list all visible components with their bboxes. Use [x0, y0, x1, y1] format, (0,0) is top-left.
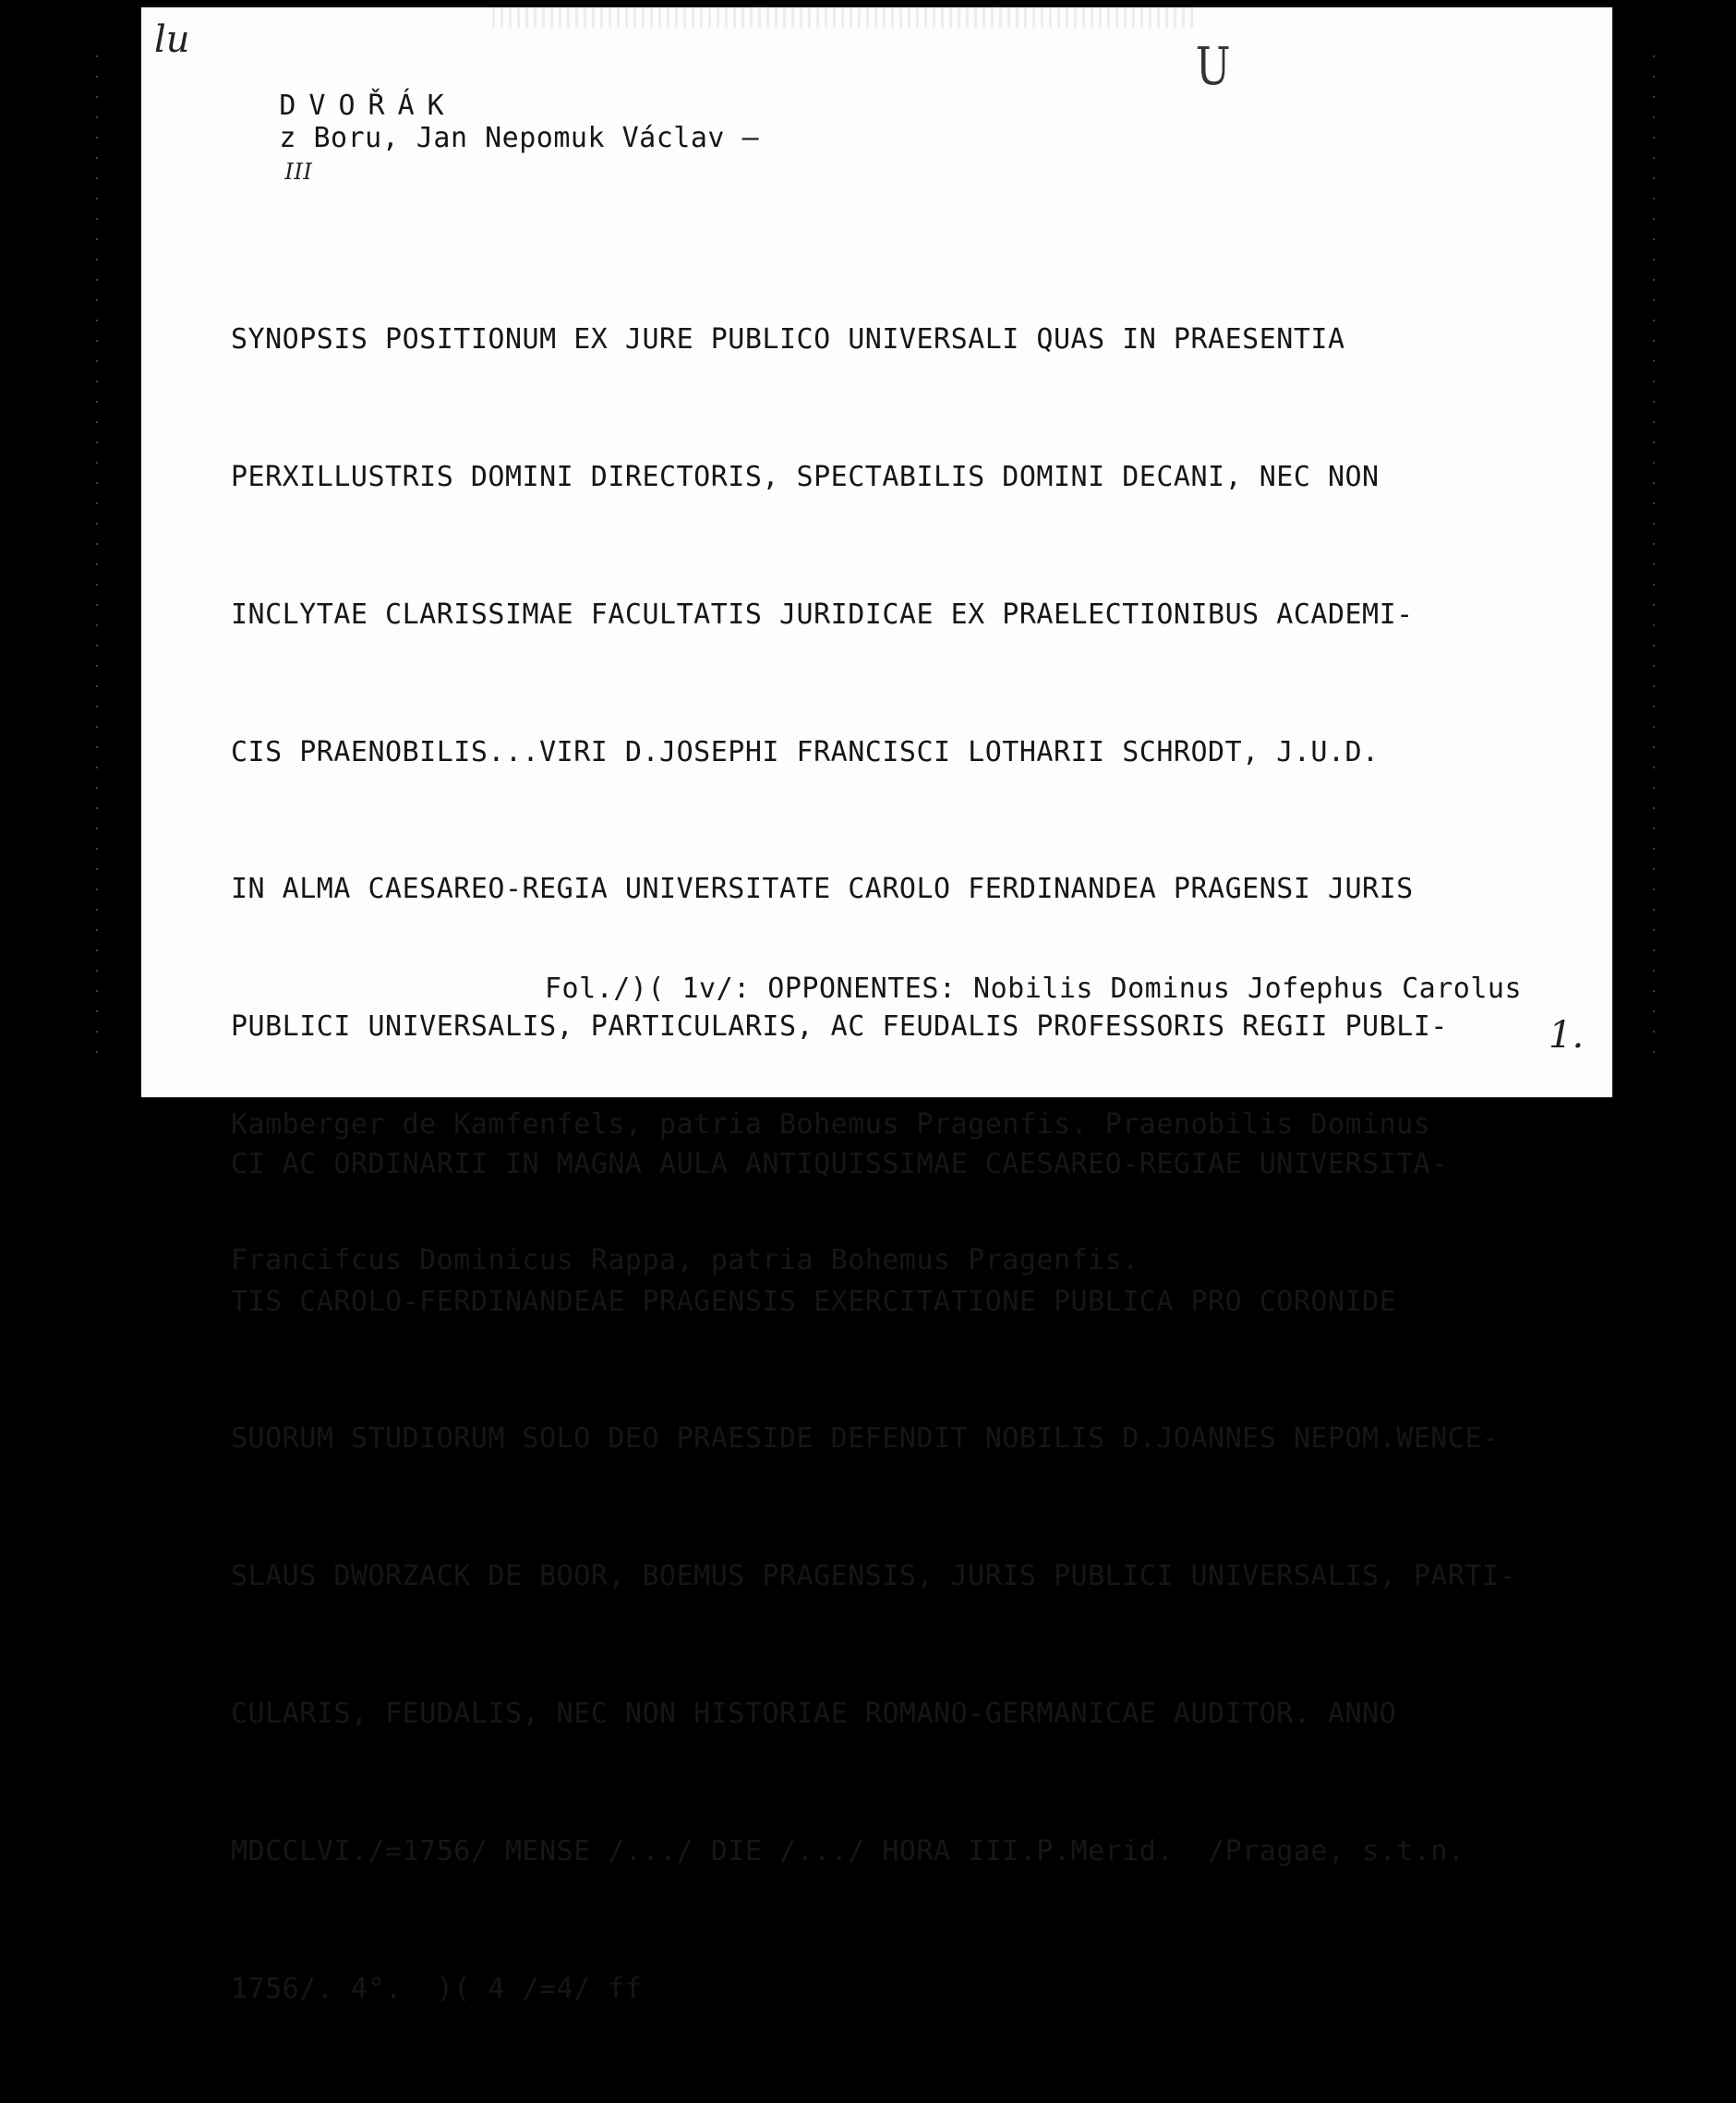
scan-edge-left	[96, 55, 98, 1071]
page-number-mark: 1.	[1549, 1014, 1585, 1057]
card-folio-note	[231, 876, 1522, 1373]
scan-noise	[492, 7, 1194, 28]
heading-rest: z Boru, Jan Nepomuk Václav –	[279, 122, 760, 154]
card-heading	[176, 57, 759, 219]
handwritten-mark-top-left: lu	[154, 18, 190, 61]
folio-line: Francifcus Dominicus Rappa, patria Bohemus Pragenfis.	[231, 1244, 1139, 1276]
scan-edge-right	[1653, 55, 1655, 1071]
body-line: SLAUS DWORZACK DE BOOR, BOEMUS PRAGENSIS, JURIS PUBLICI UNIVERSALIS, PARTI-	[231, 1560, 1517, 1593]
body-line: PUBLICI UNIVERSALIS, PARTICULARIS, AC FEUDALIS PROFESSORIS REGII PUBLI-	[231, 1010, 1448, 1044]
body-line: CULARIS, FEUDALIS, NEC NON HISTORIAE ROMANO-GERMANICAE AUDITOR. ANNO	[231, 1698, 1397, 1730]
body-line: PERXILLUSTRIS DOMINI DIRECTORIS, SPECTABILIS DOMINI DECANI, NEC NON	[231, 460, 1380, 493]
folio-line: Kamberger de Kamfenfels, patria Bohemus Pragenfis. Praenobilis Dominus	[231, 1108, 1431, 1141]
body-line: MDCCLVI./=1756/ MENSE /.../ DIE /.../ HORA III.P.Merid. /Pragae, s.t.n.	[231, 1834, 1465, 1867]
body-line: IN ALMA CAESAREO-REGIA UNIVERSITATE CAROLO FERDINANDEA PRAGENSI JURIS	[231, 873, 1414, 906]
body-line: INCLYTAE CLARISSIMAE FACULTATIS JURIDICAE EX PRAELECTIONIBUS ACADEMI-	[231, 598, 1414, 631]
body-line: SYNOPSIS POSITIONUM EX JURE PUBLICO UNIVERSALI QUAS IN PRAESENTIA	[231, 323, 1345, 357]
handwritten-mark-right: U	[1195, 37, 1231, 97]
body-line: CIS PRAENOBILIS...VIRI D.JOSEPHI FRANCISCI LOTHARII SCHRODT, J.U.D.	[231, 735, 1380, 768]
folio-line	[231, 966, 1522, 1011]
heading-annotation: III	[284, 159, 313, 185]
heading-surname: DVOŘÁK	[279, 90, 457, 122]
body-line: SUORUM STUDIORUM SOLO DEO PRAESIDE DEFENDIT NOBILIS D.JOANNES NEPOM.WENCE-	[231, 1422, 1500, 1456]
body-line: TIS CAROLO-FERDINANDEAE PRAGENSIS EXERCITATIONE PUBLICA PRO CORONIDE	[231, 1285, 1397, 1318]
body-line: CI AC ORDINARII IN MAGNA AULA ANTIQUISSIMAE CAESAREO-REGIAE UNIVERSITA-	[231, 1147, 1448, 1180]
folio-line-text: Fol./)( 1v/: OPPONENTES: Nobilis Dominus Jofephus Carolus	[545, 973, 1523, 1005]
body-line: 1756/. 4°. )( 4 /=4/ ff	[231, 1972, 643, 2005]
catalog-card	[141, 7, 1612, 2005]
